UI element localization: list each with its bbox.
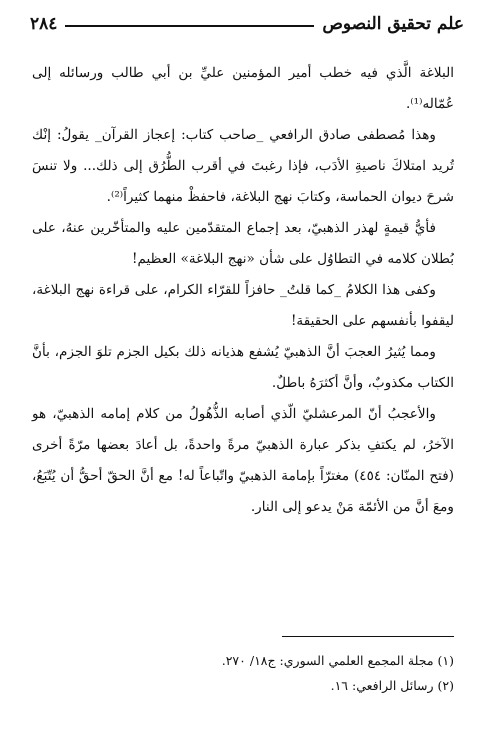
paragraph-3: فأيُّ قيمةٍ لهذر الذهبيّ، بعد إجماع المتقدّمين عليه والمتأخّرين عنهُ، على بُطلان كلامه في التطاوُل على شأن «نهج البلاغة» العظيم! — [32, 220, 454, 267]
paragraph-1: البلاغة الَّذي فيه خطب أمير المؤمنين عليِّ بن أبي طالب ورسائله إلى عُمّاله⁽¹⁾. — [32, 65, 454, 112]
paragraph-6: والأعجبُ أنّ المرعشليّ الّذي أصابه الذُّهُولُ من كلام إمامه الذهبيّ، هو الآخرُ، لم يكتفِ بذكر عبارة الذهبيّ مرةً واحدةً، بل أعادَ بعضها مرّةً أخرى (فتح المنّان: ٤٥٤) مغترّاً بإمامة الذهبيّ واتّباعاً له! مع أنَّ الحقّ أحقُّ أن يُتّبَعُ، ومعَ أنَّ من الأئمّة مَنْ يدعو إلى النار. — [32, 406, 454, 515]
footnote-2: (٢) رسائل الرافعي: ١٦. — [330, 678, 454, 693]
body-text — [32, 58, 454, 523]
paragraph-5: ومما يُثيرُ العجبَ أنَّ الذهبيّ يُشفع هذيانه ذلك بكيل الجزم تلوَ الجزم، بأنَّ الكتاب مكذوبٌ، وأنَّ أكثرَهُ باطلٌ. — [32, 344, 454, 391]
header-rule — [65, 25, 314, 27]
paragraph-4: وكفى هذا الكلامُ _كما قلتُ_ حافزاً للقرّاء الكرام، على قراءة نهج البلاغة، ليقفوا بأنفسهم على الحقيقة! — [32, 282, 454, 329]
page-header — [30, 12, 464, 36]
footnotes — [150, 648, 454, 698]
page-number: ٢٨٤ — [30, 14, 58, 34]
running-title: علم تحقيق النصوص — [322, 14, 464, 34]
footnote-1: (١) مجلة المجمع العلمي السوري: ج١٨/ ٢٧٠. — [221, 653, 454, 668]
paragraph-2: وهذا مُصطفى صادق الرافعي _صاحب كتاب: إعجاز القرآن_ يقولُ: إنْك تُريد امتلاكَ ناصيةِ الأدَب، فإذا رغبتَ في أقرب الطُّرُق إلى ذلك... ولا تنسَ شرحَ ديوان الحماسة، وكتابَ نهج البلاغة، فاحفظْ منهما كثيراً⁽²⁾. — [32, 127, 454, 205]
footnote-divider — [282, 636, 454, 637]
